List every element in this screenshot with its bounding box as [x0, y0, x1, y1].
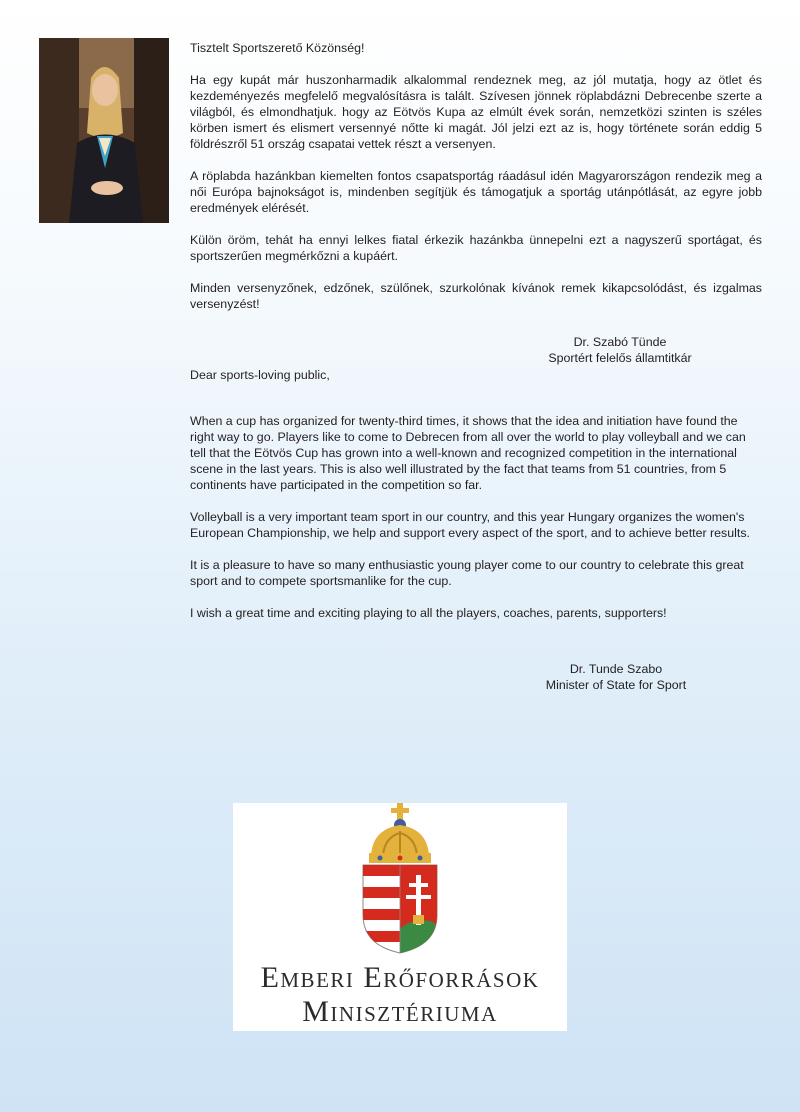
hungarian-paragraph: A röplabda hazánkban kiemelten fontos csapatsportág ráadásul idén Magyarországon rendezik meg a női Európa bajnokságot is, mindenben segítjük és támogatjuk a sportág utánpótlását, az egyre jobb eredmények elérését.	[190, 169, 762, 215]
hungarian-greeting	[190, 40, 762, 72]
portrait-photo	[39, 38, 169, 223]
hungarian-paragraph: Minden versenyzőnek, edzőnek, szülőnek, szurkolónak kívánok remek kikapcsolódást, és izgalmas versenyzést!	[190, 281, 762, 311]
coat-of-arms-icon	[355, 803, 445, 955]
english-paragraph: When a cup has organized for twenty-third times, it shows that the idea and initiation have found the right way to go. Players like to come to Debrecen from all over the world to play volleyball and we can tell that the Eötvös Cup has grown into a well-known and recognized competition in the international scene in the last years. This is also well illustrated by the fact that teams from 51 countries, from 5 continents have participated in the competition so far.	[190, 414, 746, 492]
hungarian-paragraph: Külön öröm, tehát ha ennyi lelkes fiatal érkezik hazánkba ünnepelni ezt a nagyszerű sportágat, és sportszerűen megmérkőzni a kupáért.	[190, 233, 762, 263]
english-letter-body	[190, 413, 762, 637]
hungarian-letter-body	[190, 72, 762, 328]
hungarian-paragraph: Ha egy kupát már huszonharmadik alkalommal rendeznek meg, az jól mutatja, hogy az ötlet és kezdeményezés megfelelő megvalósításra is talált. Szívesen jönnek röplabdázni Debrecenbe szerte a világból, és elmondhatjuk. hogy az Eötvös Kupa az elmúlt évek során, nemzetközi szinten is széles körben ismert és elismert versennyé nőtte ki magát. Jól jelzi ezt az is, hogy története során eddig 5 földrészről 51 ország csapatai vettek részt a versenyen.	[190, 73, 762, 151]
hungarian-greeting-text: Tisztelt Sportszerető Közönség!	[190, 41, 365, 55]
english-paragraph: It is a pleasure to have so many enthusiastic young player come to our country to celebrate this great sport and to compete sportsmanlike for the cup.	[190, 558, 744, 588]
english-paragraph: I wish a great time and exciting playing to all the players, coaches, parents, supporters!	[190, 606, 667, 620]
signature-title: Minister of State for Sport	[545, 678, 687, 692]
english-signature	[532, 661, 700, 693]
ministry-logo	[233, 803, 567, 1031]
logo-text-line2: Minisztériuma	[302, 995, 498, 1028]
signature-name: Dr. Tunde Szabo	[569, 662, 663, 676]
english-paragraph: Volleyball is a very important team sport in our country, and this year Hungary organizes the women's European Championship, we help and support every aspect of the sport, and to achieve better results.	[190, 510, 750, 540]
english-greeting: Dear sports-loving public,	[190, 368, 330, 382]
logo-text-line1: Emberi Erőforrások	[260, 961, 540, 994]
signature-name: Dr. Szabó Tünde	[573, 335, 667, 349]
hungarian-signature	[540, 334, 700, 366]
signature-title: Sportért felelős államtitkár	[548, 351, 692, 365]
